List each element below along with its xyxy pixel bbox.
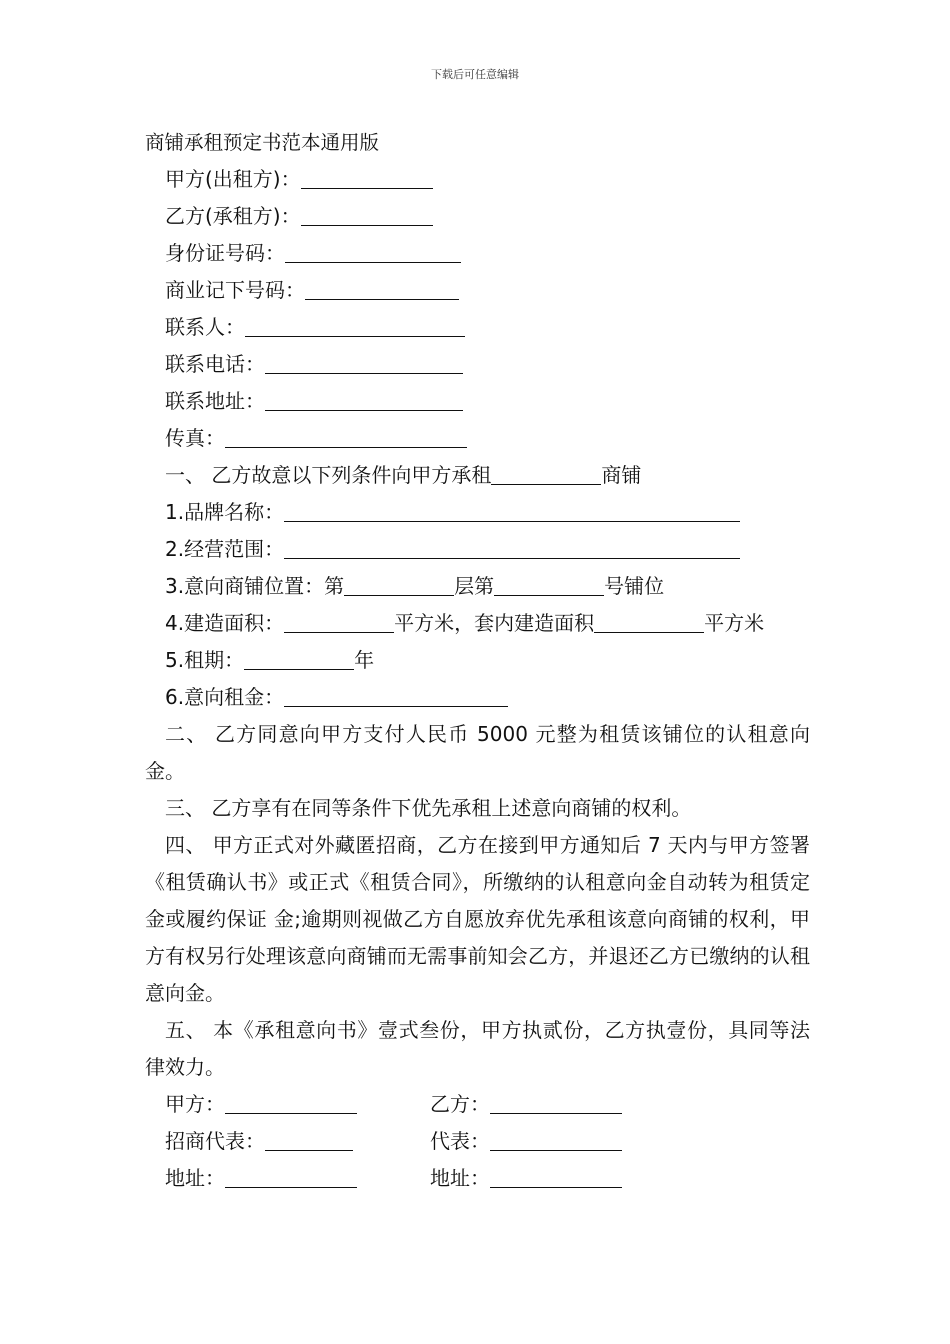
document-title: 商铺承租预定书范本通用版 <box>145 131 380 154</box>
fill-blank <box>284 610 394 633</box>
field-party-b <box>145 198 810 235</box>
field-party-a <box>145 161 810 198</box>
fill-blank <box>301 203 433 226</box>
item-text: 平方米 <box>704 611 765 635</box>
field-label: 乙方(承租方)： <box>165 204 301 228</box>
item-rent <box>145 679 810 716</box>
signature-row-party <box>145 1086 810 1123</box>
field-label: 传真： <box>165 426 225 450</box>
fill-blank <box>265 388 463 411</box>
signature-row-address <box>145 1160 810 1197</box>
item-label: 6.意向租金： <box>165 685 285 709</box>
fill-blank <box>491 462 601 485</box>
section-4: 四、 甲方正式对外藏匿招商，乙方在接到甲方通知后 7 天内与甲方签署《租赁确认书》或正式《租赁合同》，所缴纳的认租意向金自动转为租赁定金或履约保证 金;逾期则视做乙方自愿放弃优先承租该意向商铺的权利，甲方有权另行处理该意向商铺而无需事前知会乙方，并退还乙方已缴纳的认租意向金。 <box>145 833 810 1005</box>
signature-label: 甲方： <box>165 1092 225 1116</box>
fill-blank <box>284 536 740 559</box>
signature-label: 代表： <box>430 1129 490 1153</box>
fill-blank <box>594 610 704 633</box>
field-label: 联系地址： <box>165 389 265 413</box>
field-label: 商业记下号码： <box>165 278 305 302</box>
fill-blank <box>490 1091 622 1114</box>
fill-blank <box>285 240 461 263</box>
fill-blank <box>265 351 463 374</box>
field-id-number <box>145 235 810 272</box>
field-fax <box>145 420 810 457</box>
fill-blank <box>490 1128 622 1151</box>
item-label: 5.租期： <box>165 648 245 672</box>
field-label: 甲方(出租方)： <box>165 167 301 191</box>
item-text: 层第 <box>454 574 495 598</box>
fill-blank <box>245 314 465 337</box>
field-business-number <box>145 272 810 309</box>
signature-label: 乙方： <box>430 1092 490 1116</box>
item-area <box>145 605 810 642</box>
item-text: 平方米，套内建造面积 <box>394 611 595 635</box>
section-3: 三、 乙方享有在同等条件下优先承租上述意向商铺的权利。 <box>165 796 692 820</box>
fill-blank <box>494 573 604 596</box>
fill-blank <box>301 166 433 189</box>
signature-label: 地址： <box>430 1166 490 1190</box>
signature-label: 地址： <box>165 1166 225 1190</box>
section-2: 二、 乙方同意向甲方支付人民币 5000 元整为租赁该铺位的认租意向金。 <box>145 722 810 783</box>
fill-blank <box>244 647 354 670</box>
section-1-suffix: 商铺 <box>601 463 642 487</box>
signature-label: 招商代表： <box>165 1129 265 1153</box>
field-label: 联系人： <box>165 315 245 339</box>
fill-blank <box>284 499 740 522</box>
fill-blank <box>344 573 454 596</box>
item-brand <box>145 494 810 531</box>
item-label: 1.品牌名称： <box>165 500 285 524</box>
section-1 <box>145 457 810 494</box>
page-header: 下载后可任意编辑 <box>431 68 519 81</box>
fill-blank <box>225 425 467 448</box>
item-label: 2.经营范围： <box>165 537 285 561</box>
fill-blank <box>284 684 508 707</box>
field-contact-person <box>145 309 810 346</box>
fill-blank <box>305 277 459 300</box>
field-contact-phone <box>145 346 810 383</box>
field-label: 联系电话： <box>165 352 265 376</box>
section-1-text: 一、 乙方故意以下列条件向甲方承租 <box>165 463 492 487</box>
fill-blank <box>265 1128 353 1151</box>
field-contact-address <box>145 383 810 420</box>
fill-blank <box>490 1165 622 1188</box>
item-scope <box>145 531 810 568</box>
signature-row-representative <box>145 1123 810 1160</box>
fill-blank <box>225 1165 357 1188</box>
document-body <box>145 124 810 1197</box>
fill-blank <box>225 1091 357 1114</box>
item-term <box>145 642 810 679</box>
item-label: 3.意向商铺位置：第 <box>165 574 345 598</box>
item-label: 4.建造面积： <box>165 611 285 635</box>
item-position <box>145 568 810 605</box>
item-text: 号铺位 <box>604 574 665 598</box>
section-5: 五、 本《承租意向书》壹式叁份，甲方执贰份，乙方执壹份，具同等法律效力。 <box>145 1018 810 1079</box>
field-label: 身份证号码： <box>165 241 285 265</box>
item-text: 年 <box>354 648 375 672</box>
